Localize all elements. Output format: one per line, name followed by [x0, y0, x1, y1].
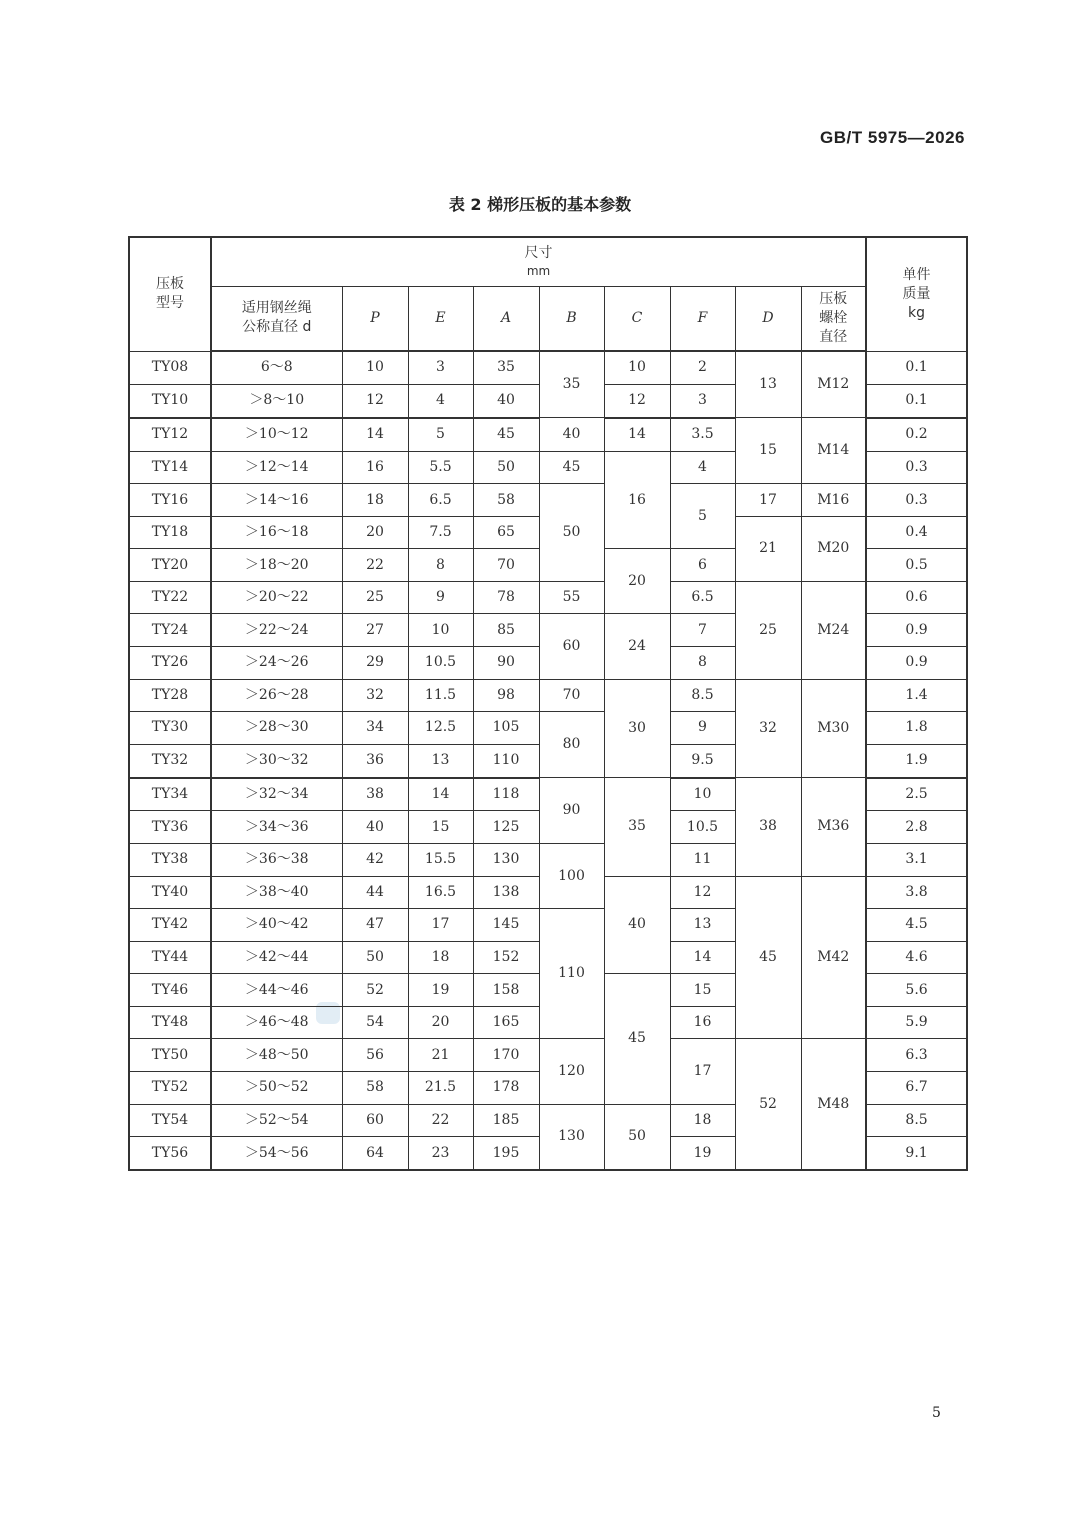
- cell-model: TY10: [129, 384, 211, 417]
- table-body: [129, 351, 967, 1170]
- cell-d: ＞34～36: [211, 811, 342, 844]
- cell-c: 10: [604, 351, 670, 384]
- cell-d: ＞36～38: [211, 844, 342, 877]
- cell-e: 11.5: [408, 679, 473, 712]
- header-b: B: [539, 286, 604, 351]
- cell-a: 78: [473, 581, 539, 614]
- cell-p: 22: [342, 549, 408, 582]
- cell-f: 11: [670, 844, 735, 877]
- cell-d: ＞42～44: [211, 941, 342, 974]
- parameters-table: [128, 236, 968, 1171]
- cell-p: 36: [342, 744, 408, 777]
- cell-mass: 0.2: [866, 418, 967, 451]
- header-dimension-label: 尺寸: [524, 245, 553, 262]
- cell-f: 4: [670, 451, 735, 484]
- cell-a: 110: [473, 744, 539, 777]
- cell-D: 13: [735, 351, 801, 418]
- cell-e: 12.5: [408, 712, 473, 745]
- cell-f: 15: [670, 974, 735, 1007]
- cell-a: 50: [473, 451, 539, 484]
- cell-bolt: M16: [801, 484, 866, 517]
- cell-p: 52: [342, 974, 408, 1007]
- cell-b: 35: [539, 351, 604, 418]
- header-c: C: [604, 286, 670, 351]
- cell-a: 85: [473, 614, 539, 647]
- cell-p: 60: [342, 1104, 408, 1137]
- cell-mass: 2.5: [866, 778, 967, 811]
- cell-model: TY56: [129, 1137, 211, 1170]
- cell-f: 18: [670, 1104, 735, 1137]
- cell-a: 118: [473, 778, 539, 811]
- header-dimensions: [211, 237, 866, 286]
- cell-c: 24: [604, 614, 670, 679]
- cell-a: 165: [473, 1006, 539, 1039]
- cell-mass: 3.8: [866, 876, 967, 909]
- cell-p: 32: [342, 679, 408, 712]
- cell-p: 38: [342, 778, 408, 811]
- cell-e: 5.5: [408, 451, 473, 484]
- cell-d: ＞28～30: [211, 712, 342, 745]
- page-number: 5: [932, 1405, 941, 1421]
- cell-e: 13: [408, 744, 473, 777]
- header-d: 适用钢丝绳 公称直径 d: [211, 286, 342, 351]
- cell-e: 16.5: [408, 876, 473, 909]
- cell-mass: 0.3: [866, 484, 967, 517]
- cell-model: TY18: [129, 516, 211, 549]
- cell-mass: 3.1: [866, 844, 967, 877]
- cell-model: TY34: [129, 778, 211, 811]
- cell-p: 47: [342, 909, 408, 942]
- cell-c: 14: [604, 418, 670, 451]
- cell-b: 130: [539, 1104, 604, 1170]
- cell-d: ＞46～48: [211, 1006, 342, 1039]
- cell-mass: 5.9: [866, 1006, 967, 1039]
- cell-model: TY36: [129, 811, 211, 844]
- cell-e: 17: [408, 909, 473, 942]
- cell-a: 98: [473, 679, 539, 712]
- cell-c: 35: [604, 778, 670, 877]
- cell-p: 58: [342, 1071, 408, 1104]
- table-row: [129, 778, 967, 811]
- cell-b: 60: [539, 614, 604, 679]
- cell-mass: 0.1: [866, 351, 967, 384]
- cell-e: 9: [408, 581, 473, 614]
- cell-bolt: M36: [801, 778, 866, 877]
- cell-bolt: M48: [801, 1039, 866, 1170]
- cell-e: 15.5: [408, 844, 473, 877]
- cell-p: 40: [342, 811, 408, 844]
- cell-a: 105: [473, 712, 539, 745]
- cell-model: TY48: [129, 1006, 211, 1039]
- cell-c: 45: [604, 974, 670, 1104]
- cell-model: TY52: [129, 1071, 211, 1104]
- cell-f: 12: [670, 876, 735, 909]
- cell-b: 55: [539, 581, 604, 614]
- table-row: [129, 679, 967, 712]
- cell-a: 45: [473, 418, 539, 451]
- cell-d: ＞54～56: [211, 1137, 342, 1170]
- cell-c: 40: [604, 876, 670, 974]
- cell-bolt: M42: [801, 876, 866, 1039]
- cell-p: 50: [342, 941, 408, 974]
- header-D: D: [735, 286, 801, 351]
- table-row: [129, 484, 967, 517]
- cell-d: ＞16～18: [211, 516, 342, 549]
- cell-mass: 1.9: [866, 744, 967, 777]
- cell-D: 45: [735, 876, 801, 1039]
- cell-mass: 0.1: [866, 384, 967, 417]
- cell-a: 58: [473, 484, 539, 517]
- cell-f: 17: [670, 1039, 735, 1104]
- cell-d: ＞30～32: [211, 744, 342, 777]
- cell-e: 15: [408, 811, 473, 844]
- cell-d: ＞26～28: [211, 679, 342, 712]
- cell-model: TY12: [129, 418, 211, 451]
- cell-p: 34: [342, 712, 408, 745]
- cell-model: TY50: [129, 1039, 211, 1072]
- cell-d: ＞18～20: [211, 549, 342, 582]
- cell-p: 10: [342, 351, 408, 384]
- cell-d: ＞52～54: [211, 1104, 342, 1137]
- cell-model: TY16: [129, 484, 211, 517]
- cell-f: 14: [670, 941, 735, 974]
- cell-c: 20: [604, 549, 670, 614]
- cell-f: 3.5: [670, 418, 735, 451]
- cell-d: ＞24～26: [211, 647, 342, 680]
- cell-e: 22: [408, 1104, 473, 1137]
- cell-f: 19: [670, 1137, 735, 1170]
- cell-b: 50: [539, 484, 604, 582]
- cell-model: TY32: [129, 744, 211, 777]
- cell-e: 8: [408, 549, 473, 582]
- cell-mass: 0.4: [866, 516, 967, 549]
- cell-D: 17: [735, 484, 801, 517]
- cell-model: TY30: [129, 712, 211, 745]
- cell-mass: 0.6: [866, 581, 967, 614]
- cell-model: TY40: [129, 876, 211, 909]
- cell-p: 42: [342, 844, 408, 877]
- cell-d: ＞40～42: [211, 909, 342, 942]
- cell-a: 158: [473, 974, 539, 1007]
- cell-f: 2: [670, 351, 735, 384]
- cell-D: 38: [735, 778, 801, 877]
- cell-model: TY44: [129, 941, 211, 974]
- cell-f: 9.5: [670, 744, 735, 777]
- cell-f: 16: [670, 1006, 735, 1039]
- cell-e: 10.5: [408, 647, 473, 680]
- cell-bolt: M20: [801, 516, 866, 581]
- cell-mass: 0.5: [866, 549, 967, 582]
- cell-c: 30: [604, 679, 670, 778]
- cell-d: ＞22～24: [211, 614, 342, 647]
- cell-mass: 0.9: [866, 647, 967, 680]
- cell-bolt: M24: [801, 581, 866, 679]
- header-a: A: [473, 286, 539, 351]
- cell-mass: 0.9: [866, 614, 967, 647]
- cell-D: 15: [735, 418, 801, 484]
- cell-b: 80: [539, 712, 604, 778]
- header-e: E: [408, 286, 473, 351]
- cell-a: 40: [473, 384, 539, 417]
- cell-mass: 9.1: [866, 1137, 967, 1170]
- cell-d: ＞10～12: [211, 418, 342, 451]
- cell-a: 130: [473, 844, 539, 877]
- table-row: [129, 418, 967, 451]
- cell-mass: 4.5: [866, 909, 967, 942]
- cell-a: 185: [473, 1104, 539, 1137]
- cell-c: 12: [604, 384, 670, 417]
- cell-d: ＞38～40: [211, 876, 342, 909]
- cell-mass: 6.3: [866, 1039, 967, 1072]
- cell-a: 90: [473, 647, 539, 680]
- cell-b: 100: [539, 844, 604, 909]
- cell-p: 54: [342, 1006, 408, 1039]
- cell-mass: 5.6: [866, 974, 967, 1007]
- cell-b: 40: [539, 418, 604, 451]
- cell-model: TY24: [129, 614, 211, 647]
- cell-mass: 1.4: [866, 679, 967, 712]
- cell-p: 56: [342, 1039, 408, 1072]
- cell-p: 14: [342, 418, 408, 451]
- cell-e: 20: [408, 1006, 473, 1039]
- cell-model: TY28: [129, 679, 211, 712]
- cell-e: 21: [408, 1039, 473, 1072]
- cell-a: 152: [473, 941, 539, 974]
- cell-model: TY26: [129, 647, 211, 680]
- cell-f: 13: [670, 909, 735, 942]
- cell-p: 12: [342, 384, 408, 417]
- cell-mass: 1.8: [866, 712, 967, 745]
- cell-e: 6.5: [408, 484, 473, 517]
- cell-b: 110: [539, 909, 604, 1039]
- cell-D: 21: [735, 516, 801, 581]
- cell-a: 70: [473, 549, 539, 582]
- cell-model: TY22: [129, 581, 211, 614]
- header-model: 压板 型号: [129, 237, 211, 351]
- cell-model: TY54: [129, 1104, 211, 1137]
- cell-c: 50: [604, 1104, 670, 1170]
- cell-e: 19: [408, 974, 473, 1007]
- cell-f: 6.5: [670, 581, 735, 614]
- standard-code: GB/T 5975—2026: [820, 128, 965, 147]
- table-title: 表 2 梯形压板的基本参数: [448, 195, 632, 214]
- cell-mass: 0.3: [866, 451, 967, 484]
- cell-model: TY38: [129, 844, 211, 877]
- cell-c: 16: [604, 451, 670, 549]
- cell-model: TY46: [129, 974, 211, 1007]
- cell-model: TY08: [129, 351, 211, 384]
- header-unit: mm: [526, 264, 551, 279]
- cell-d: ＞48～50: [211, 1039, 342, 1072]
- cell-mass: 6.7: [866, 1071, 967, 1104]
- cell-p: 20: [342, 516, 408, 549]
- cell-model: TY20: [129, 549, 211, 582]
- cell-a: 145: [473, 909, 539, 942]
- cell-e: 14: [408, 778, 473, 811]
- cell-p: 64: [342, 1137, 408, 1170]
- cell-bolt: M12: [801, 351, 866, 418]
- cell-f: 8: [670, 647, 735, 680]
- cell-d: ＞20～22: [211, 581, 342, 614]
- cell-p: 25: [342, 581, 408, 614]
- cell-p: 18: [342, 484, 408, 517]
- cell-d: ＞50～52: [211, 1071, 342, 1104]
- cell-e: 3: [408, 351, 473, 384]
- cell-e: 4: [408, 384, 473, 417]
- table-row: [129, 351, 967, 384]
- cell-f: 5: [670, 484, 735, 549]
- cell-b: 70: [539, 679, 604, 712]
- cell-a: 195: [473, 1137, 539, 1170]
- cell-a: 138: [473, 876, 539, 909]
- table-row: [129, 1039, 967, 1072]
- cell-model: TY14: [129, 451, 211, 484]
- cell-f: 7: [670, 614, 735, 647]
- cell-f: 10: [670, 778, 735, 811]
- cell-e: 7.5: [408, 516, 473, 549]
- cell-a: 125: [473, 811, 539, 844]
- table-row: [129, 581, 967, 614]
- cell-D: 25: [735, 581, 801, 679]
- cell-model: TY42: [129, 909, 211, 942]
- cell-a: 65: [473, 516, 539, 549]
- cell-p: 16: [342, 451, 408, 484]
- cell-mass: 8.5: [866, 1104, 967, 1137]
- cell-p: 44: [342, 876, 408, 909]
- cell-b: 45: [539, 451, 604, 484]
- cell-p: 27: [342, 614, 408, 647]
- cell-D: 52: [735, 1039, 801, 1170]
- cell-mass: 2.8: [866, 811, 967, 844]
- cell-f: 6: [670, 549, 735, 582]
- cell-f: 3: [670, 384, 735, 417]
- header-mass: 单件 质量 kg: [866, 237, 967, 351]
- cell-a: 35: [473, 351, 539, 384]
- cell-a: 178: [473, 1071, 539, 1104]
- cell-a: 170: [473, 1039, 539, 1072]
- cell-f: 8.5: [670, 679, 735, 712]
- cell-d: ＞44～46: [211, 974, 342, 1007]
- cell-b: 90: [539, 778, 604, 844]
- cell-bolt: M14: [801, 418, 866, 484]
- cell-d: ＞32～34: [211, 778, 342, 811]
- header-p: P: [342, 286, 408, 351]
- cell-f: 9: [670, 712, 735, 745]
- cell-e: 5: [408, 418, 473, 451]
- cell-p: 29: [342, 647, 408, 680]
- cell-e: 21.5: [408, 1071, 473, 1104]
- cell-f: 10.5: [670, 811, 735, 844]
- cell-d: 6～8: [211, 351, 342, 384]
- cell-e: 23: [408, 1137, 473, 1170]
- cell-mass: 4.6: [866, 941, 967, 974]
- cell-e: 10: [408, 614, 473, 647]
- cell-d: ＞12～14: [211, 451, 342, 484]
- cell-e: 18: [408, 941, 473, 974]
- cell-D: 32: [735, 679, 801, 778]
- cell-bolt: M30: [801, 679, 866, 778]
- cell-d: ＞8～10: [211, 384, 342, 417]
- cell-b: 120: [539, 1039, 604, 1104]
- header-bolt: 压板 螺栓 直径: [801, 286, 866, 351]
- cell-d: ＞14～16: [211, 484, 342, 517]
- header-f: F: [670, 286, 735, 351]
